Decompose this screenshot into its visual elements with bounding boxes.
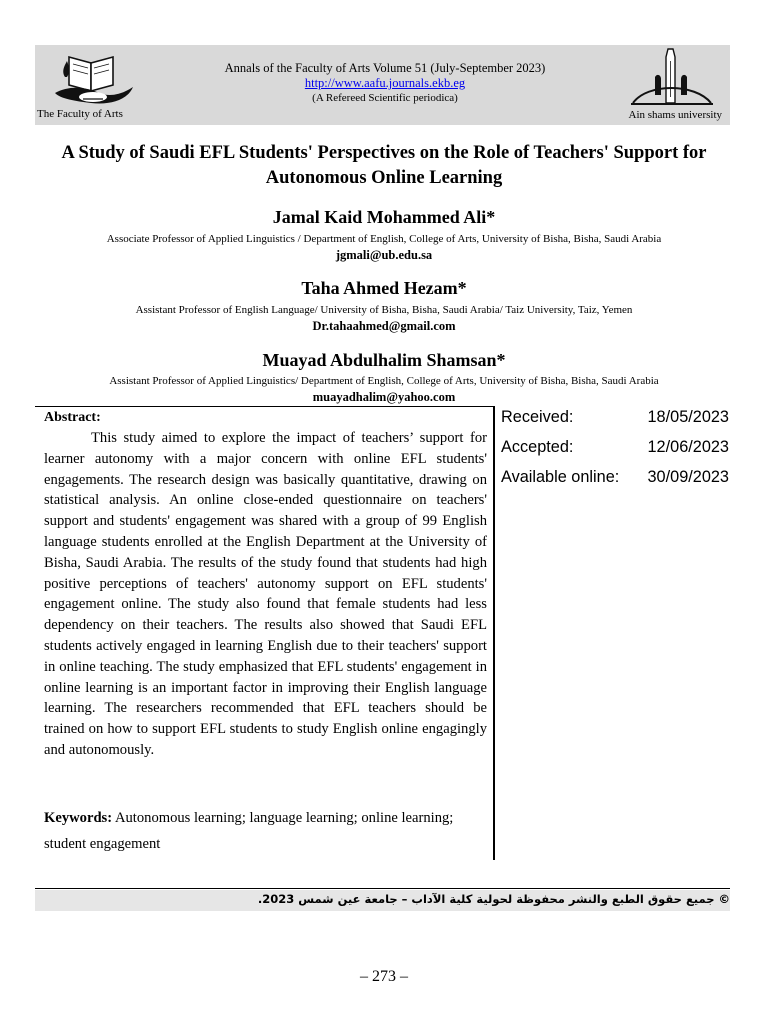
accepted-date-row (501, 435, 729, 465)
author-email: jgmali@ub.edu.sa (335, 248, 433, 262)
page-number: – 273 – (360, 968, 408, 985)
faculty-of-arts-logo (47, 49, 143, 107)
copyright-text: © جميع حقوق الطبع والنشر محفوظة لحولية كلية الآداب – جامعة عين شمس 2023. (257, 892, 730, 906)
footer-rule (35, 888, 730, 889)
keywords-label: Keywords: (44, 810, 113, 826)
author-name: Muayad Abdulhalim Shamsan* (262, 350, 506, 370)
publication-dates (501, 405, 729, 495)
author-name: Taha Ahmed Hezam* (301, 278, 467, 298)
author-affiliation: Associate Professor of Applied Linguistics / Department of English, College of Arts, University of Bisha, Bisha, Saudi Arabia (106, 233, 662, 245)
journal-info (155, 61, 615, 106)
received-date-row (501, 405, 729, 435)
received-label: Received: (501, 408, 574, 426)
keywords (44, 805, 487, 857)
abstract-top-rule (35, 406, 495, 407)
journal-url-link[interactable]: http://www.aafu.journals.ekb.eg (304, 76, 466, 90)
copyright-bar (35, 890, 730, 911)
author-affiliation: Assistant Professor of Applied Linguistics/ Department of English, College of Arts, University of Bisha, Bisha, Saudi Arabia (109, 375, 659, 387)
online-date: 30/09/2023 (647, 468, 729, 486)
author-email: muayadhalim@yahoo.com (312, 390, 456, 404)
received-date: 18/05/2023 (647, 408, 729, 426)
faculty-caption: The Faculty of Arts (37, 108, 123, 120)
journal-volume-line: Annals of the Faculty of Arts Volume 51 (July-September 2023) (224, 61, 546, 75)
university-caption: Ain shams university (628, 109, 722, 121)
abstract-heading: Abstract: (44, 410, 101, 425)
online-date-row (501, 465, 729, 495)
keywords-text: Autonomous learning; language learning; online learning; student engagement (44, 810, 454, 852)
refereed-note: (A Refereed Scientific periodica) (312, 92, 458, 104)
author-affiliation: Assistant Professor of English Language/ University of Bisha, Bisha, Saudi Arabia/ Taiz University, Taiz, Yemen (135, 304, 633, 316)
accepted-date: 12/06/2023 (647, 438, 729, 456)
journal-header (35, 45, 730, 125)
author-name: Jamal Kaid Mohammed Ali* (272, 207, 496, 227)
column-divider (493, 406, 495, 860)
author-email: Dr.tahaahmed@gmail.com (312, 319, 456, 333)
online-label: Available online: (501, 468, 620, 486)
ain-shams-university-logo (627, 47, 717, 109)
article-title: A Study of Saudi EFL Students' Perspectives on the Role of Teachers' Support for Autonomous Online Learning (61, 143, 707, 188)
accepted-label: Accepted: (501, 438, 574, 456)
abstract-text: This study aimed to explore the impact of teachers’ support for learner autonomy with a major concern with online EFL students' engagements. The research design was basically quantitative, drawing on statistical analysis. An online close-ended questionnaire on teachers' support and students' engagement was shared with a group of 99 English language students enrolled at the English Department at the University of Bisha, Saudi Arabia. The results of the study found that students had high positive perceptions of teachers' autonomy support on EFL students' engagement online. The study also found that female students had less dependency on their teachers. The results also showed that Saudi EFL students actively engaged in learning English due to their teachers' support in online teaching. The study emphasized that EFL students' engagement in online learning is an important factor in improving their English language learning. The researchers recommended that EFL teachers should be trained on how to support EFL students to study English online engagingly and autonomously. (44, 430, 487, 758)
